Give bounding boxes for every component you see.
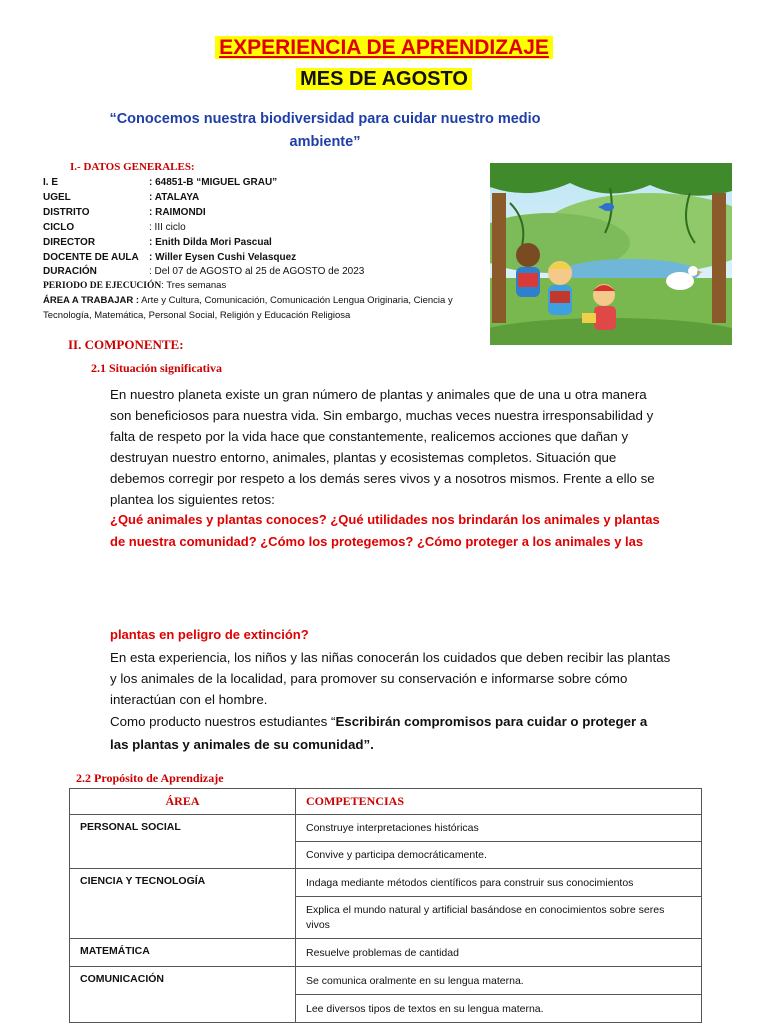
- area-value: Arte y Cultura, Comunicación, Comunicación Lengua Originaria, Ciencia y Tecnología, Matemática, Personal Social, Religión y Educación Religiosa: [43, 295, 453, 321]
- experience-subtitle: “Conocemos nuestra biodiversidad para cuidar nuestro medio ambiente”: [109, 111, 541, 150]
- col-competencias-header: COMPETENCIAS: [296, 789, 702, 815]
- competencia-cell: Lee diversos tipos de textos en su lengua materna.: [296, 995, 702, 1023]
- title-text: EXPERIENCIA DE APRENDIZAJE: [215, 36, 553, 59]
- col-area-header: ÁREA: [70, 789, 296, 815]
- paragraph-line: son beneficiosos para nuestra vida. Sin embargo, muchas veces nuestra irresponsabilidad y: [110, 408, 654, 423]
- dato-key: DISTRITO: [43, 207, 90, 218]
- competencia-cell: Construye interpretaciones históricas: [296, 815, 702, 842]
- dato-key: UGEL: [43, 192, 71, 203]
- document-title: [0, 36, 768, 60]
- dato-key: DIRECTOR: [43, 237, 96, 248]
- dato-value: : III ciclo: [149, 222, 186, 233]
- area-cell: CIENCIA Y TECNOLOGÍA: [70, 869, 296, 939]
- componente-heading: II. COMPONENTE:: [68, 337, 184, 352]
- area-key: ÁREA A TRABAJAR :: [43, 295, 140, 306]
- producto-paragraph: [110, 710, 710, 756]
- table-row: [70, 967, 702, 995]
- dato-value: : Willer Eysen Cushi Velasquez: [149, 252, 297, 263]
- table-row: [70, 869, 702, 897]
- area-cell: MATEMÁTICA: [70, 939, 296, 967]
- dato-value: : RAIMONDI: [149, 207, 206, 218]
- producto-intro: Como producto nuestros estudiantes “: [110, 714, 336, 729]
- table-header-row: [70, 789, 702, 815]
- producto-bold-2: las plantas y animales de su comunidad: [110, 737, 364, 752]
- area-cell: PERSONAL SOCIAL: [70, 815, 296, 869]
- competencia-cell: Resuelve problemas de cantidad: [296, 939, 702, 967]
- dato-row: [43, 250, 483, 265]
- paragraph-line: En nuestro planeta existe un gran número de plantas y animales que de una u otra manera: [110, 387, 647, 402]
- area-a-trabajar: [43, 293, 488, 323]
- dato-key: CICLO: [43, 222, 75, 233]
- competencia-cell: Indaga mediante métodos científicos para construir sus conocimientos: [296, 869, 702, 897]
- dato-value: : 64851-B “MIGUEL GRAU”: [149, 177, 278, 188]
- dato-row: [43, 235, 483, 250]
- competencia-cell: Convive y participa democráticamente.: [296, 842, 702, 869]
- producto-end: ”.: [363, 737, 374, 752]
- retos-questions: [110, 509, 692, 553]
- competencias-table: [69, 788, 702, 1023]
- paragraph-line: falta de respeto por la vida hace que constantemente, realicemos acciones que dañan y: [110, 429, 629, 444]
- dato-key: DURACIÓN: [43, 266, 97, 277]
- table-row: [70, 815, 702, 842]
- table-row: [70, 939, 702, 967]
- dato-row: [43, 205, 483, 220]
- competencia-cell: Explica el mundo natural y artificial basándose en conocimientos sobre seres vivos: [296, 897, 702, 939]
- children-reading-illustration: [490, 163, 732, 345]
- dato-row: [43, 264, 483, 279]
- question-line: de nuestra comunidad? ¿Cómo los protegemos? ¿Cómo proteger a los animales y las: [110, 534, 644, 549]
- question-line: ¿Qué animales y plantas conoces? ¿Qué utilidades nos brindarán los animales y plantas: [110, 512, 660, 527]
- periodo-value: : Tres semanas: [161, 280, 227, 291]
- experiencia-paragraph: [110, 647, 700, 710]
- situacion-heading: 2.1 Situación significativa: [91, 361, 223, 375]
- dato-value: : ATALAYA: [149, 192, 200, 203]
- proposito-heading: 2.2 Propósito de Aprendizaje: [76, 771, 224, 785]
- dato-value: : Enith Dilda Mori Pascual: [149, 237, 272, 248]
- dato-row: [43, 175, 483, 190]
- paragraph-line: debemos corregir por respeto a los demás seres vivos y a nosotros mismos. Frente a ello se: [110, 471, 655, 486]
- periodo-ejecucion: [43, 280, 226, 291]
- paragraph-line: destruyan nuestro entorno, animales, plantas y ecosistemas completos. Situación que: [110, 450, 617, 465]
- periodo-key: PERIODO DE EJECUCIÓN: [43, 281, 162, 291]
- month-title: [0, 68, 768, 91]
- dato-row: [43, 220, 483, 235]
- dato-row: [43, 190, 483, 205]
- dato-key: DOCENTE DE AULA: [43, 252, 139, 263]
- situacion-paragraph: [110, 384, 700, 510]
- dato-key: I. E: [43, 177, 59, 188]
- producto-bold-1: Escribirán compromisos para cuidar o proteger a: [335, 714, 648, 729]
- paragraph-line: plantea los siguientes retos:: [110, 492, 275, 507]
- paragraph-line: En esta experiencia, los niños y las niñas conocerán los cuidados que deben recibir las plantas: [110, 650, 671, 665]
- area-cell: COMUNICACIÓN: [70, 967, 296, 1023]
- paragraph-line: interactúan con el hombre.: [110, 692, 268, 707]
- paragraph-line: y los animales de la localidad, para promover su conservación e informarse sobre cómo: [110, 671, 628, 686]
- question-end: plantas en peligro de extinción?: [110, 627, 309, 642]
- dato-value: : Del 07 de AGOSTO al 25 de AGOSTO de 2023: [149, 266, 365, 277]
- competencia-cell: Se comunica oralmente en su lengua materna.: [296, 967, 702, 995]
- datos-generales-heading: I.- DATOS GENERALES:: [70, 161, 195, 173]
- month-text: MES DE AGOSTO: [296, 68, 472, 90]
